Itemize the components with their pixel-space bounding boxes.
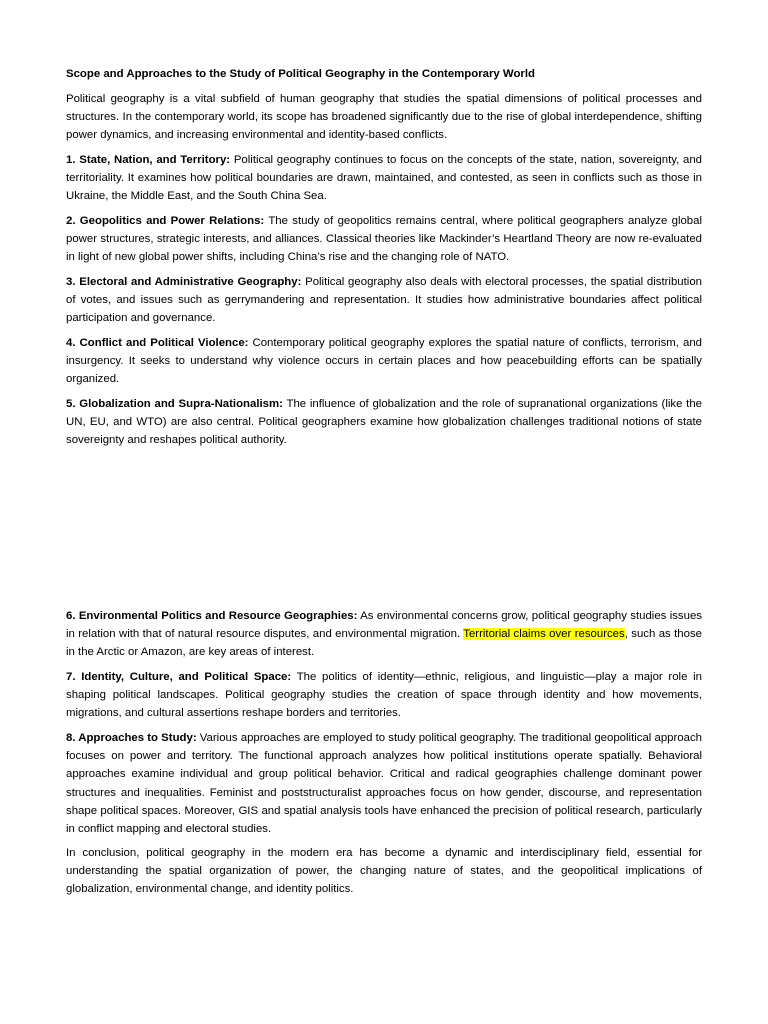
- section-paragraph-2: [66, 212, 702, 267]
- section-text-5: The influence of globalization and the role of supranational organizations (like the UN, EU, and WTO) are also central. Political geographers examine how globalization challenges traditional notions of state sovereignty and reshapes political authority.: [66, 398, 702, 447]
- section-heading-6: 6. Environmental Politics and Resource Geographies:: [66, 610, 358, 622]
- conclusion-paragraph: In conclusion, political geography in the modern era has become a dynamic and interdisciplinary field, essential for understanding the spatial organization of power, the changing nature of states, and the geopolitical implications of globalization, environmental change, and identity politics.: [66, 847, 702, 896]
- section-heading-5: 5. Globalization and Supra-Nationalism:: [66, 398, 283, 410]
- section-text-4: Contemporary political geography explores the spatial nature of conflicts, terrorism, and insurgency. It seeks to understand why violence occurs in certain places and how peacebuilding efforts can be spatially organized.: [66, 337, 702, 386]
- section-text-2: The study of geopolitics remains central, where political geographers analyze global power structures, strategic interests, and alliances. Classical theories like Mackinder’s Heartland Theory are now re-evaluated in light of new global power shifts, including China’s rise and the changing role of NATO.: [66, 215, 703, 264]
- highlighted-text: Territorial claims over resources: [463, 628, 625, 641]
- document-title: Scope and Approaches to the Study of Political Geography in the Contemporary World: [66, 68, 535, 80]
- section-heading-2: 2. Geopolitics and Power Relations:: [66, 215, 265, 227]
- section-heading-8: 8. Approaches to Study:: [66, 732, 197, 744]
- section-text-3: Political geography also deals with electoral processes, the spatial distribution of votes, and issues such as gerrymandering and representation. It studies how administrative boundaries affect political participation and governance.: [66, 276, 703, 325]
- section-text-6-after: , such as those in the Arctic or Amazon, are key areas of interest.: [66, 628, 702, 659]
- section-text-7: The politics of identity—ethnic, religious, and linguistic—play a major role in shaping political landscapes. Political geography studies the creation of space through identity and how movements, migrations, and cultural assertions reshape borders and territories.: [66, 671, 702, 720]
- section-text-6-before: As environmental concerns grow, political geography studies issues in relation with that of natural resource disputes, and environmental migration.: [66, 610, 702, 641]
- section-heading-7: 7. Identity, Culture, and Political Space:: [66, 671, 292, 683]
- section-text-8: Various approaches are employed to study political geography. The traditional geopolitical approach focuses on power and territory. The functional approach analyzes how political institutions operate spatially. Behavioral approaches examine individual and group political behavior. Critical and radical geographies challenge dominant power structures and inequalities. Feminist and poststructuralist approaches focus on how gender, discourse, and representation shape political spaces. Moreover, GIS and spatial analysis tools have enhanced the precision of political research, particularly in conflict mapping and electoral studies.: [66, 732, 702, 836]
- section-heading-4: 4. Conflict and Political Violence:: [66, 337, 249, 349]
- section-text-1: Political geography continues to focus on the concepts of the state, nation, sovereignty, and territoriality. It examines how political boundaries are drawn, maintained, and contested, as seen in conflicts such as those in Ukraine, the Middle East, and the South China Sea.: [66, 154, 702, 203]
- section-paragraph-8: [66, 729, 702, 838]
- section-heading-1: 1. State, Nation, and Territory:: [66, 154, 231, 166]
- section-paragraph-5: [66, 395, 702, 450]
- section-paragraph-4: [66, 334, 702, 389]
- section-paragraph-3: [66, 273, 702, 328]
- section-heading-3: 3. Electoral and Administrative Geography:: [66, 276, 302, 288]
- intro-paragraph: Political geography is a vital subfield of human geography that studies the spatial dimensions of political processes and structures. In the contemporary world, its scope has broadened significantly due to the rise of global interdependence, shifting power dynamics, and increasing environmental and identity-based conflicts.: [66, 93, 702, 142]
- section-paragraph-1: [66, 151, 702, 206]
- section-paragraph-7: [66, 668, 702, 723]
- section-paragraph-6: [66, 607, 702, 662]
